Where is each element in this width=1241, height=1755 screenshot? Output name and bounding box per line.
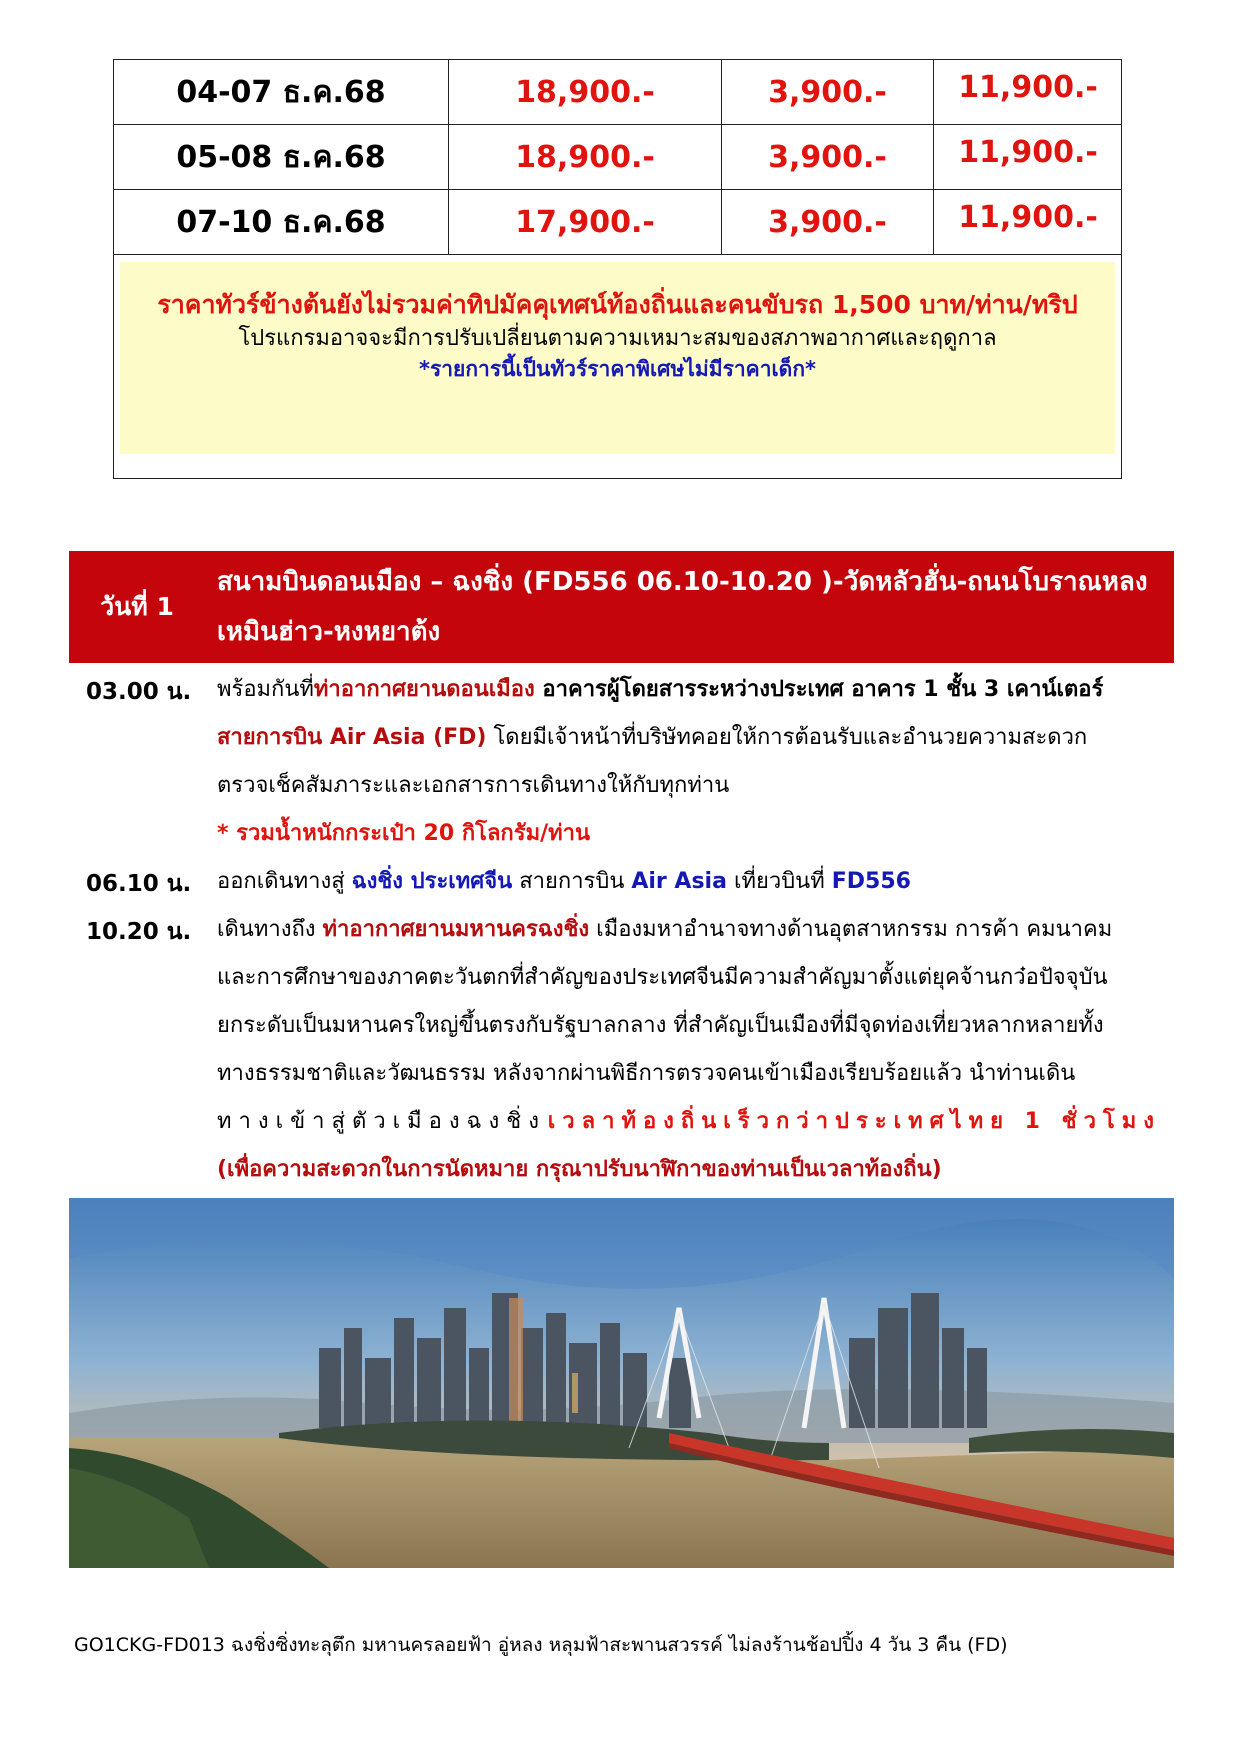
destination: ฉงชิ่ง ประเทศจีน	[351, 869, 513, 894]
price-cell: 17,900.-	[449, 190, 722, 254]
airline-name: Air Asia	[631, 869, 727, 894]
text: ยกระดับเป็นมหานครใหญ่ขึ้นตรงกับรัฐบาลกลาง ที่สำคัญเป็นเมืองที่มีจุดท่องเที่ยวหลากหลายทั้ง	[217, 1013, 1104, 1038]
itinerary-time: 03.00 น.	[86, 679, 192, 705]
text: ตรวจเช็คสัมภาระและเอกสารการเดินทางให้กับทุกท่าน	[217, 773, 730, 798]
text: เที่ยวบินที่	[726, 869, 832, 894]
table-row	[114, 125, 1121, 190]
note-tip: ราคาทัวร์ข้างต้นยังไม่รวมค่าทิปมัคคุเทศน์ท้องถิ่นและคนขับรถ 1,500 บาท/ท่าน/ทริป	[157, 290, 1078, 319]
clock-note: (เพื่อความสะดวกในการนัดหมาย กรุณาปรับนาฬิกาของท่านเป็นเวลาท้องถิ่น)	[217, 1157, 942, 1182]
text: เมืองมหาอำนาจทางด้านอุตสาหกรรม การค้า คมนาคม	[589, 917, 1113, 942]
chongqing-skyline-photo	[69, 1198, 1174, 1568]
price-cell: 3,900.-	[722, 60, 934, 124]
price-cell: 3,900.-	[722, 125, 934, 189]
date-cell: 07-10 ธ.ค.68	[114, 190, 449, 254]
text: และการศึกษาของภาคตะวันตกที่สำคัญของประเทศจีนมีความสำคัญมาตั้งแต่ยุคจ้านกว๋อปัจจุบัน	[217, 965, 1108, 990]
itinerary-desc	[217, 906, 1161, 1194]
price-note	[120, 262, 1115, 454]
price-cell: 3,900.-	[722, 190, 934, 254]
price-cell: 11,900.-	[958, 200, 1098, 235]
table-row	[114, 60, 1121, 125]
price-table	[113, 59, 1122, 479]
day-header	[69, 551, 1174, 663]
text: สายการบิน	[512, 869, 632, 894]
airline-name: สายการบิน Air Asia (FD)	[217, 725, 487, 750]
price-cell: 11,900.-	[958, 70, 1098, 105]
text: ออกเดินทางสู่	[217, 869, 352, 894]
text: ทางธรรมชาติและวัฒนธรรม หลังจากผ่านพิธีการตรวจคนเข้าเมืองเรียบร้อยแล้ว นำท่านเดิน	[217, 1061, 1076, 1086]
day-label: วันที่ 1	[100, 592, 174, 621]
airport-name: ท่าอากาศยานดอนเมือง	[313, 677, 535, 702]
itinerary-desc	[217, 858, 1161, 906]
table-row	[114, 190, 1121, 255]
text: ทางเข้าสู่ตัวเมืองฉงชิ่ง	[217, 1109, 546, 1134]
text: พร้อมกันที่	[217, 677, 314, 702]
price-cell: 18,900.-	[449, 125, 722, 189]
date-cell: 05-08 ธ.ค.68	[114, 125, 449, 189]
text: เดินทางถึง	[217, 917, 323, 942]
day-title: สนามบินดอนเมือง – ฉงชิ่ง (FD556 06.10-10.20 )-วัดหลัวฮั่น-ถนนโบราณหลงเหมินฮ่าว-หงหยาต้ง	[217, 567, 1148, 647]
text: โดยมีเจ้าหน้าที่บริษัทคอยให้การต้อนรับและอำนวยความสะดวก	[486, 725, 1088, 750]
price-cell: 18,900.-	[449, 60, 722, 124]
document-footer: GO1CKG-FD013 ฉงชิ่งซิ่งทะลุตึก มหานครลอยฟ้า อู่หลง หลุมฟ้าสะพานสวรรค์ ไม่ลงร้านช้อปปิ้ง 4 วัน 3 คืน (FD)	[74, 1634, 1008, 1656]
price-cell: 11,900.-	[958, 135, 1098, 170]
airport-name: ท่าอากาศยานมหานครฉงชิ่ง	[322, 917, 590, 942]
note-program: โปรแกรมอาจจะมีการปรับเปลี่ยนตามความเหมาะสมของสภาพอากาศและฤดูกาล	[238, 326, 997, 351]
itinerary-time: 06.10 น.	[86, 871, 192, 897]
baggage-note: * รวมน้ำหนักกระเป๋า 20 กิโลกรัม/ท่าน	[217, 821, 591, 846]
itinerary-desc	[217, 666, 1161, 858]
flight-number: FD556	[831, 869, 911, 894]
date-cell: 04-07 ธ.ค.68	[114, 60, 449, 124]
note-special: *รายการนี้เป็นทัวร์ราคาพิเศษไม่มีราคาเด็ก*	[418, 357, 817, 381]
timezone-note: เวลาท้องถิ่นเร็วกว่าประเทศไทย 1 ชั่วโมง	[547, 1109, 1161, 1134]
itinerary-time: 10.20 น.	[86, 919, 192, 945]
text: อาคารผู้โดยสารระหว่างประเทศ อาคาร 1 ชั้น 3 เคาน์เตอร์	[534, 677, 1104, 702]
